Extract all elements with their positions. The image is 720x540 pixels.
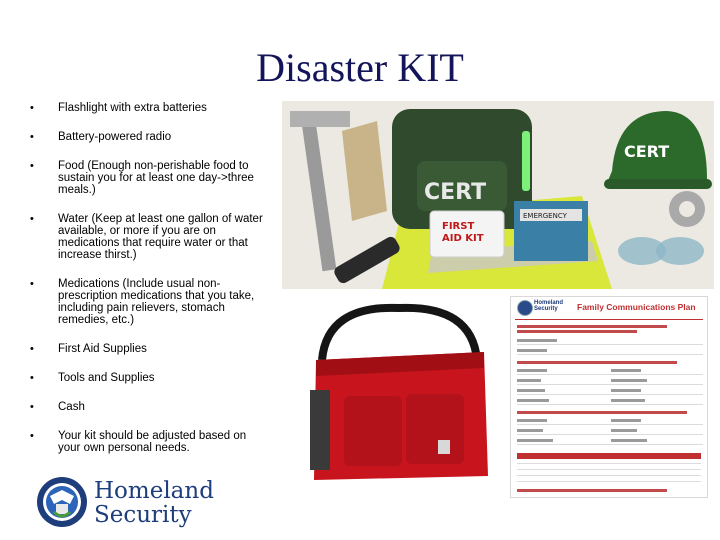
- divider: [517, 404, 703, 405]
- disaster-kit-illustration: [282, 101, 714, 289]
- helmet-label: CERT: [624, 142, 670, 161]
- list-item-text: Food (Enough non-perishable food to sustain you for at least one day->three meals.): [58, 160, 254, 196]
- divider: [611, 429, 637, 432]
- list-item-text: Your kit should be adjusted based on your own personal needs.: [58, 430, 247, 454]
- bullet-icon: •: [30, 343, 34, 355]
- list-item-text: Water (Keep at least one gallon of water available, or more if you are on medications that require water or that increase thirst.): [58, 213, 263, 261]
- list-item: [30, 401, 270, 413]
- bullet-icon: •: [30, 131, 34, 143]
- divider: [611, 369, 641, 372]
- divider: [611, 389, 641, 392]
- divider: [517, 379, 541, 382]
- slide-title: Disaster KIT: [256, 45, 464, 90]
- divider: [517, 339, 557, 342]
- divider: [517, 349, 547, 352]
- divider: [517, 453, 701, 459]
- divider: [517, 481, 701, 482]
- divider: [515, 319, 703, 320]
- list-item: [30, 343, 270, 355]
- divider: [517, 429, 543, 432]
- list-item: [30, 131, 270, 143]
- divider: [517, 330, 637, 333]
- bullet-icon: •: [30, 102, 34, 114]
- divider: [517, 463, 701, 464]
- divider: [517, 439, 553, 442]
- divider: [517, 374, 703, 375]
- list-item: [30, 278, 270, 326]
- blanket-label: EMERGENCY: [523, 212, 567, 220]
- divider: [611, 379, 647, 382]
- family-communications-plan: [510, 296, 708, 498]
- list-item-text: Flashlight with extra batteries: [58, 102, 207, 114]
- list-item-text: Tools and Supplies: [58, 372, 155, 384]
- divider: [517, 424, 703, 425]
- divider: [517, 419, 547, 422]
- bullet-icon: •: [30, 372, 34, 384]
- bullet-icon: •: [30, 430, 34, 442]
- divider: [517, 475, 701, 476]
- divider: [517, 399, 549, 402]
- list-item-text: First Aid Supplies: [58, 343, 147, 355]
- divider: [517, 411, 687, 414]
- divider: [517, 325, 667, 328]
- bullet-icon: •: [30, 401, 34, 413]
- divider: [517, 354, 703, 355]
- list-item-text: Medications (Include usual non-prescription medications that you take, including pain relievers, stomach remedies, etc.): [58, 278, 255, 326]
- first-aid-label: FIRST: [442, 221, 475, 232]
- divider: [611, 439, 647, 442]
- list-item: [30, 102, 270, 114]
- divider: [517, 384, 703, 385]
- divider: [517, 444, 703, 445]
- plan-header: [511, 297, 707, 319]
- divider: [517, 394, 703, 395]
- list-item: [30, 160, 270, 196]
- plan-agency-line1: Homeland: [534, 300, 564, 306]
- homeland-security-logo: [36, 474, 216, 530]
- logo-line1: Homeland: [94, 478, 214, 504]
- bag-label: CERT: [424, 180, 487, 205]
- list-item-text: Battery-powered radio: [58, 131, 172, 143]
- list-item: [30, 430, 270, 454]
- divider: [517, 389, 545, 392]
- divider: [611, 419, 641, 422]
- plan-agency-line2: Security: [534, 306, 558, 312]
- list-item: [30, 372, 270, 384]
- seal-icon: [517, 300, 533, 316]
- plan-agency: [534, 300, 563, 312]
- divider: [611, 399, 645, 402]
- supply-list: [30, 102, 270, 454]
- bullet-icon: •: [30, 213, 34, 225]
- bullet-icon: •: [30, 160, 34, 172]
- red-bag-illustration: [302, 300, 496, 490]
- divider: [517, 369, 547, 372]
- logo-line2: Security: [94, 502, 192, 528]
- red-bag-photo: [302, 300, 496, 490]
- divider: [517, 489, 667, 492]
- divider: [517, 361, 677, 364]
- dhs-seal-icon: [36, 476, 88, 528]
- divider: [517, 434, 703, 435]
- divider: [517, 344, 703, 345]
- divider: [517, 469, 701, 470]
- disaster-kit-photo: [282, 101, 714, 289]
- first-aid-label-2: AID KIT: [442, 233, 484, 244]
- bullet-icon: •: [30, 278, 34, 290]
- list-item: [30, 213, 270, 261]
- list-item-text: Cash: [58, 401, 85, 413]
- plan-title: Family Communications Plan: [577, 302, 696, 312]
